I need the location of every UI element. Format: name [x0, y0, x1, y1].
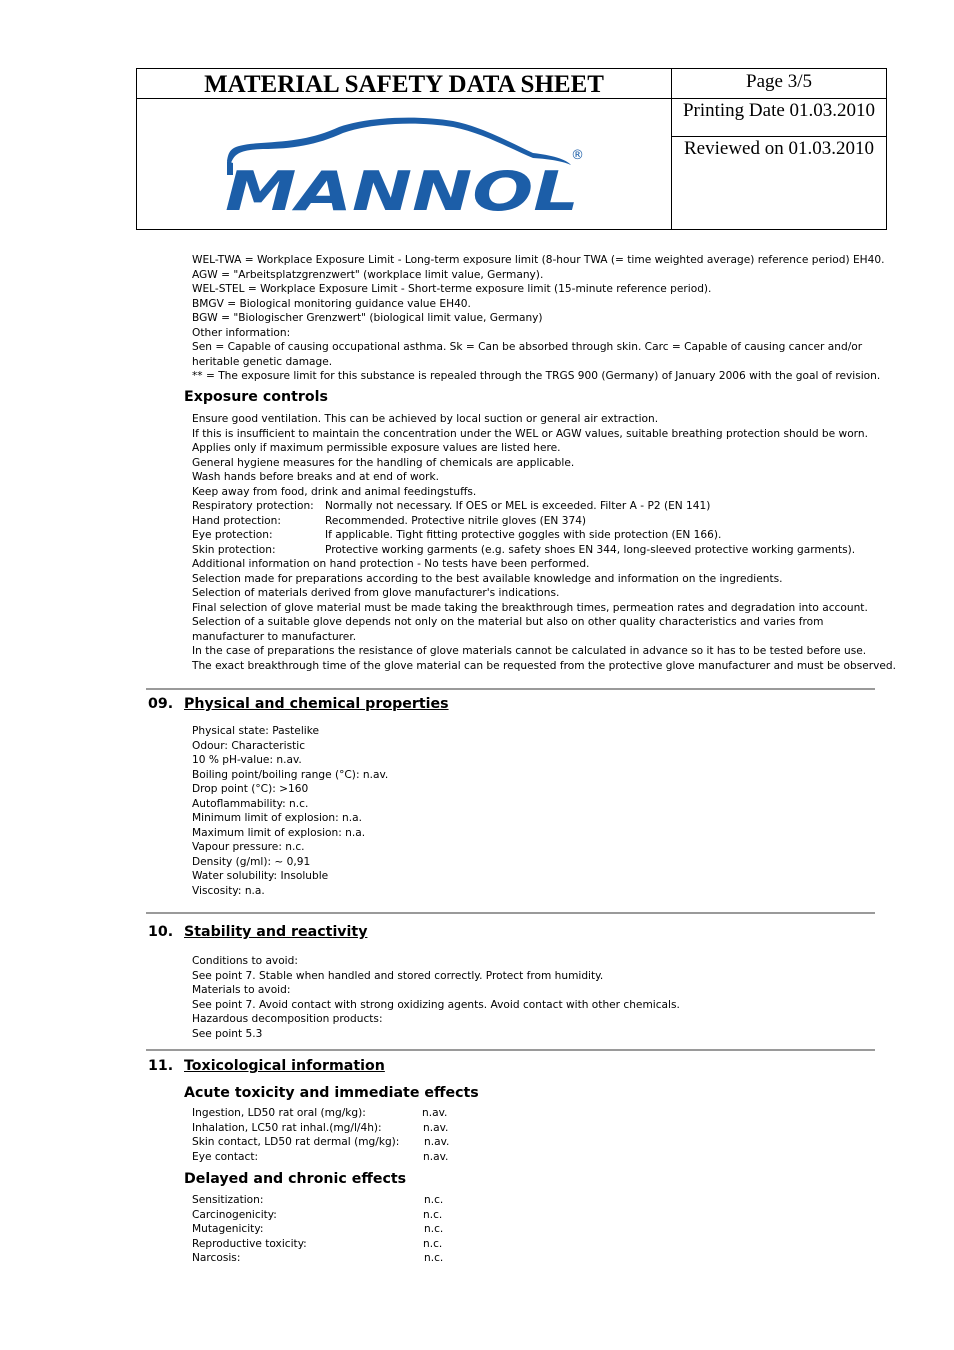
protection-row: [192, 528, 896, 543]
protection-label: Skin protection:: [192, 543, 276, 556]
text-line: Wash hands before breaks and at end of work.: [192, 471, 439, 483]
tox-value: n.c.: [424, 1223, 444, 1235]
text-line: If this is insufficient to maintain the concentration under the WEL or AGW values, suitable breathing protection should be worn.: [192, 427, 868, 440]
text-line: Ensure good ventilation. This can be achieved by local suction or general air extraction.: [192, 413, 659, 425]
tox-row: [192, 1150, 449, 1165]
tox-value: n.c.: [423, 1208, 443, 1221]
section-title: Stability and reactivity: [184, 924, 368, 940]
tox-row: [192, 1237, 443, 1252]
physical-properties-list: [192, 724, 388, 898]
protection-label: Eye protection:: [192, 529, 273, 541]
text-line: Selection made for preparations according to the best available knowledge and information on the ingredients.: [192, 572, 783, 585]
tox-label: Mutagenicity:: [192, 1223, 264, 1235]
protection-label: Hand protection:: [192, 514, 281, 527]
reviewed-date: Reviewed on 01.03.2010: [684, 138, 874, 159]
tox-value: n.av.: [424, 1136, 450, 1148]
text-line: Boiling point/boiling range (°C): n.av.: [192, 768, 389, 781]
protection-row: [192, 499, 896, 514]
section-09-heading: [148, 696, 449, 712]
text-line: WEL-TWA = Workplace Exposure Limit - Long-term exposure limit (8-hour TWA (= time weighted average) reference period) EH40.: [192, 254, 885, 266]
text-line: Physical state: Pastelike: [192, 725, 319, 737]
tox-value: n.c.: [423, 1237, 443, 1250]
document-header: [136, 68, 887, 230]
text-line: Hazardous decomposition products:: [192, 1013, 383, 1025]
text-line: Maximum limit of explosion: n.a.: [192, 826, 366, 839]
section-divider: [146, 688, 875, 690]
text-line: General hygiene measures for the handling of chemicals are applicable.: [192, 456, 575, 469]
tox-label: Narcosis:: [192, 1252, 241, 1264]
section-11-heading: [148, 1058, 385, 1074]
tox-value: n.av.: [423, 1150, 449, 1163]
tox-label: Ingestion, LD50 rat oral (mg/kg):: [192, 1107, 366, 1119]
tox-value: n.c.: [424, 1252, 444, 1264]
registered-mark: ®: [571, 148, 584, 163]
protection-label: Respiratory protection:: [192, 500, 314, 512]
tox-label: Carcinogenicity:: [192, 1208, 277, 1221]
intro-legend: [192, 253, 884, 384]
tox-row: [192, 1222, 443, 1237]
text-line: Density (g/ml): ~ 0,91: [192, 855, 311, 868]
logo-wordmark: MANNOL: [225, 160, 579, 215]
tox-row: [192, 1121, 449, 1136]
text-line: manufacturer to manufacturer.: [192, 630, 357, 643]
tox-label: Reproductive toxicity:: [192, 1237, 307, 1250]
exposure-controls-heading: Exposure controls: [184, 389, 328, 405]
tox-label: Skin contact, LD50 rat dermal (mg/kg):: [192, 1136, 400, 1148]
text-line: Additional information on hand protection - No tests have been performed.: [192, 558, 590, 570]
car-silhouette-icon: [227, 118, 571, 165]
tox-row: [192, 1135, 449, 1150]
tox-label: Sensitization:: [192, 1194, 264, 1206]
tox-value: n.av.: [423, 1121, 449, 1134]
text-line: Conditions to avoid:: [192, 955, 298, 967]
section-title: Toxicological information: [184, 1058, 385, 1074]
text-line: Sen = Capable of causing occupational asthma. Sk = Can be absorbed through skin. Carc = Capable of causing cancer and/or: [192, 341, 863, 353]
text-line: Water solubility: Insoluble: [192, 870, 329, 882]
section-title: Physical and chemical properties: [184, 696, 449, 712]
text-line: Keep away from food, drink and animal feedingstuffs.: [192, 485, 477, 498]
document-title: MATERIAL SAFETY DATA SHEET: [137, 69, 671, 99]
tox-label: Inhalation, LC50 rat inhal.(mg/l/4h):: [192, 1121, 382, 1134]
text-line: BGW = "Biologischer Grenzwert" (biological limit value, Germany): [192, 312, 543, 324]
acute-toxicity-list: [192, 1106, 449, 1164]
page-number: Page 3/5: [672, 69, 886, 99]
text-line: See point 7. Avoid contact with strong oxidizing agents. Avoid contact with other chemicals.: [192, 998, 680, 1011]
tox-row: [192, 1106, 449, 1121]
section-10-heading: [148, 924, 367, 940]
text-line: Odour: Characteristic: [192, 739, 306, 752]
tox-row: [192, 1208, 443, 1223]
protection-value: Normally not necessary. If OES or MEL is exceeded. Filter A - P2 (EN 141): [325, 500, 711, 512]
text-line: See point 5.3: [192, 1027, 263, 1040]
chronic-effects-heading: Delayed and chronic effects: [184, 1171, 407, 1187]
tox-row: [192, 1251, 443, 1266]
protection-row: [192, 514, 896, 529]
text-line: Final selection of glove material must be made taking the breakthrough times, permeation rates and degradation into account.: [192, 601, 868, 614]
text-line: Selection of materials derived from glove manufacturer's indications.: [192, 587, 560, 599]
text-line: The exact breakthrough time of the glove material can be requested from the protective glove manufacturer and must be observed.: [192, 659, 897, 672]
text-line: Applies only if maximum permissible exposure values are listed here.: [192, 442, 561, 454]
text-line: AGW = "Arbeitsplatzgrenzwert" (workplace limit value, Germany).: [192, 268, 544, 281]
section-divider: [146, 912, 875, 914]
section-number: 11.: [148, 1058, 174, 1074]
tox-value: n.c.: [424, 1194, 444, 1206]
text-line: See point 7. Stable when handled and stored correctly. Protect from humidity.: [192, 969, 604, 982]
text-line: heritable genetic damage.: [192, 355, 333, 368]
section-number: 09.: [148, 696, 174, 712]
section-number: 10.: [148, 924, 174, 940]
text-line: Other information:: [192, 326, 291, 339]
text-line: Selection of a suitable glove depends not only on the material but also on other quality characteristics and varies from: [192, 616, 824, 628]
text-line: ** = The exposure limit for this substance is repealed through the TRGS 900 (Germany) of January 2006 with the goal of revision.: [192, 370, 881, 382]
text-line: Autoflammability: n.c.: [192, 797, 309, 810]
text-line: Materials to avoid:: [192, 984, 291, 996]
section-divider: [146, 1049, 875, 1051]
text-line: In the case of preparations the resistance of glove materials cannot be calculated in advance so it has to be tested before use.: [192, 645, 867, 657]
text-line: BMGV = Biological monitoring guidance value EH40.: [192, 297, 471, 310]
printing-date: Printing Date 01.03.2010: [672, 99, 886, 137]
text-line: Vapour pressure: n.c.: [192, 841, 305, 853]
chronic-effects-list: [192, 1193, 443, 1266]
text-line: WEL-STEL = Workplace Exposure Limit - Short-terme exposure limit (15-minute reference period).: [192, 283, 712, 295]
exposure-controls-text: [192, 412, 896, 673]
tox-label: Eye contact:: [192, 1150, 259, 1163]
stability-list: [192, 954, 680, 1041]
protection-value: Recommended. Protective nitrile gloves (EN 374): [325, 514, 587, 527]
protection-value: If applicable. Tight fitting protective goggles with side protection (EN 166).: [325, 529, 722, 541]
text-line: Viscosity: n.a.: [192, 884, 265, 897]
text-line: 10 % pH-value: n.av.: [192, 754, 302, 766]
mannol-logo: [221, 115, 591, 215]
protection-row: [192, 543, 896, 558]
text-line: Minimum limit of explosion: n.a.: [192, 812, 362, 824]
tox-value: n.av.: [422, 1107, 448, 1119]
tox-row: [192, 1193, 443, 1208]
text-line: Drop point (°C): >160: [192, 783, 309, 795]
acute-toxicity-heading: Acute toxicity and immediate effects: [184, 1085, 479, 1101]
protection-value: Protective working garments (e.g. safety shoes EN 344, long-sleeved protective working garments).: [325, 543, 856, 556]
